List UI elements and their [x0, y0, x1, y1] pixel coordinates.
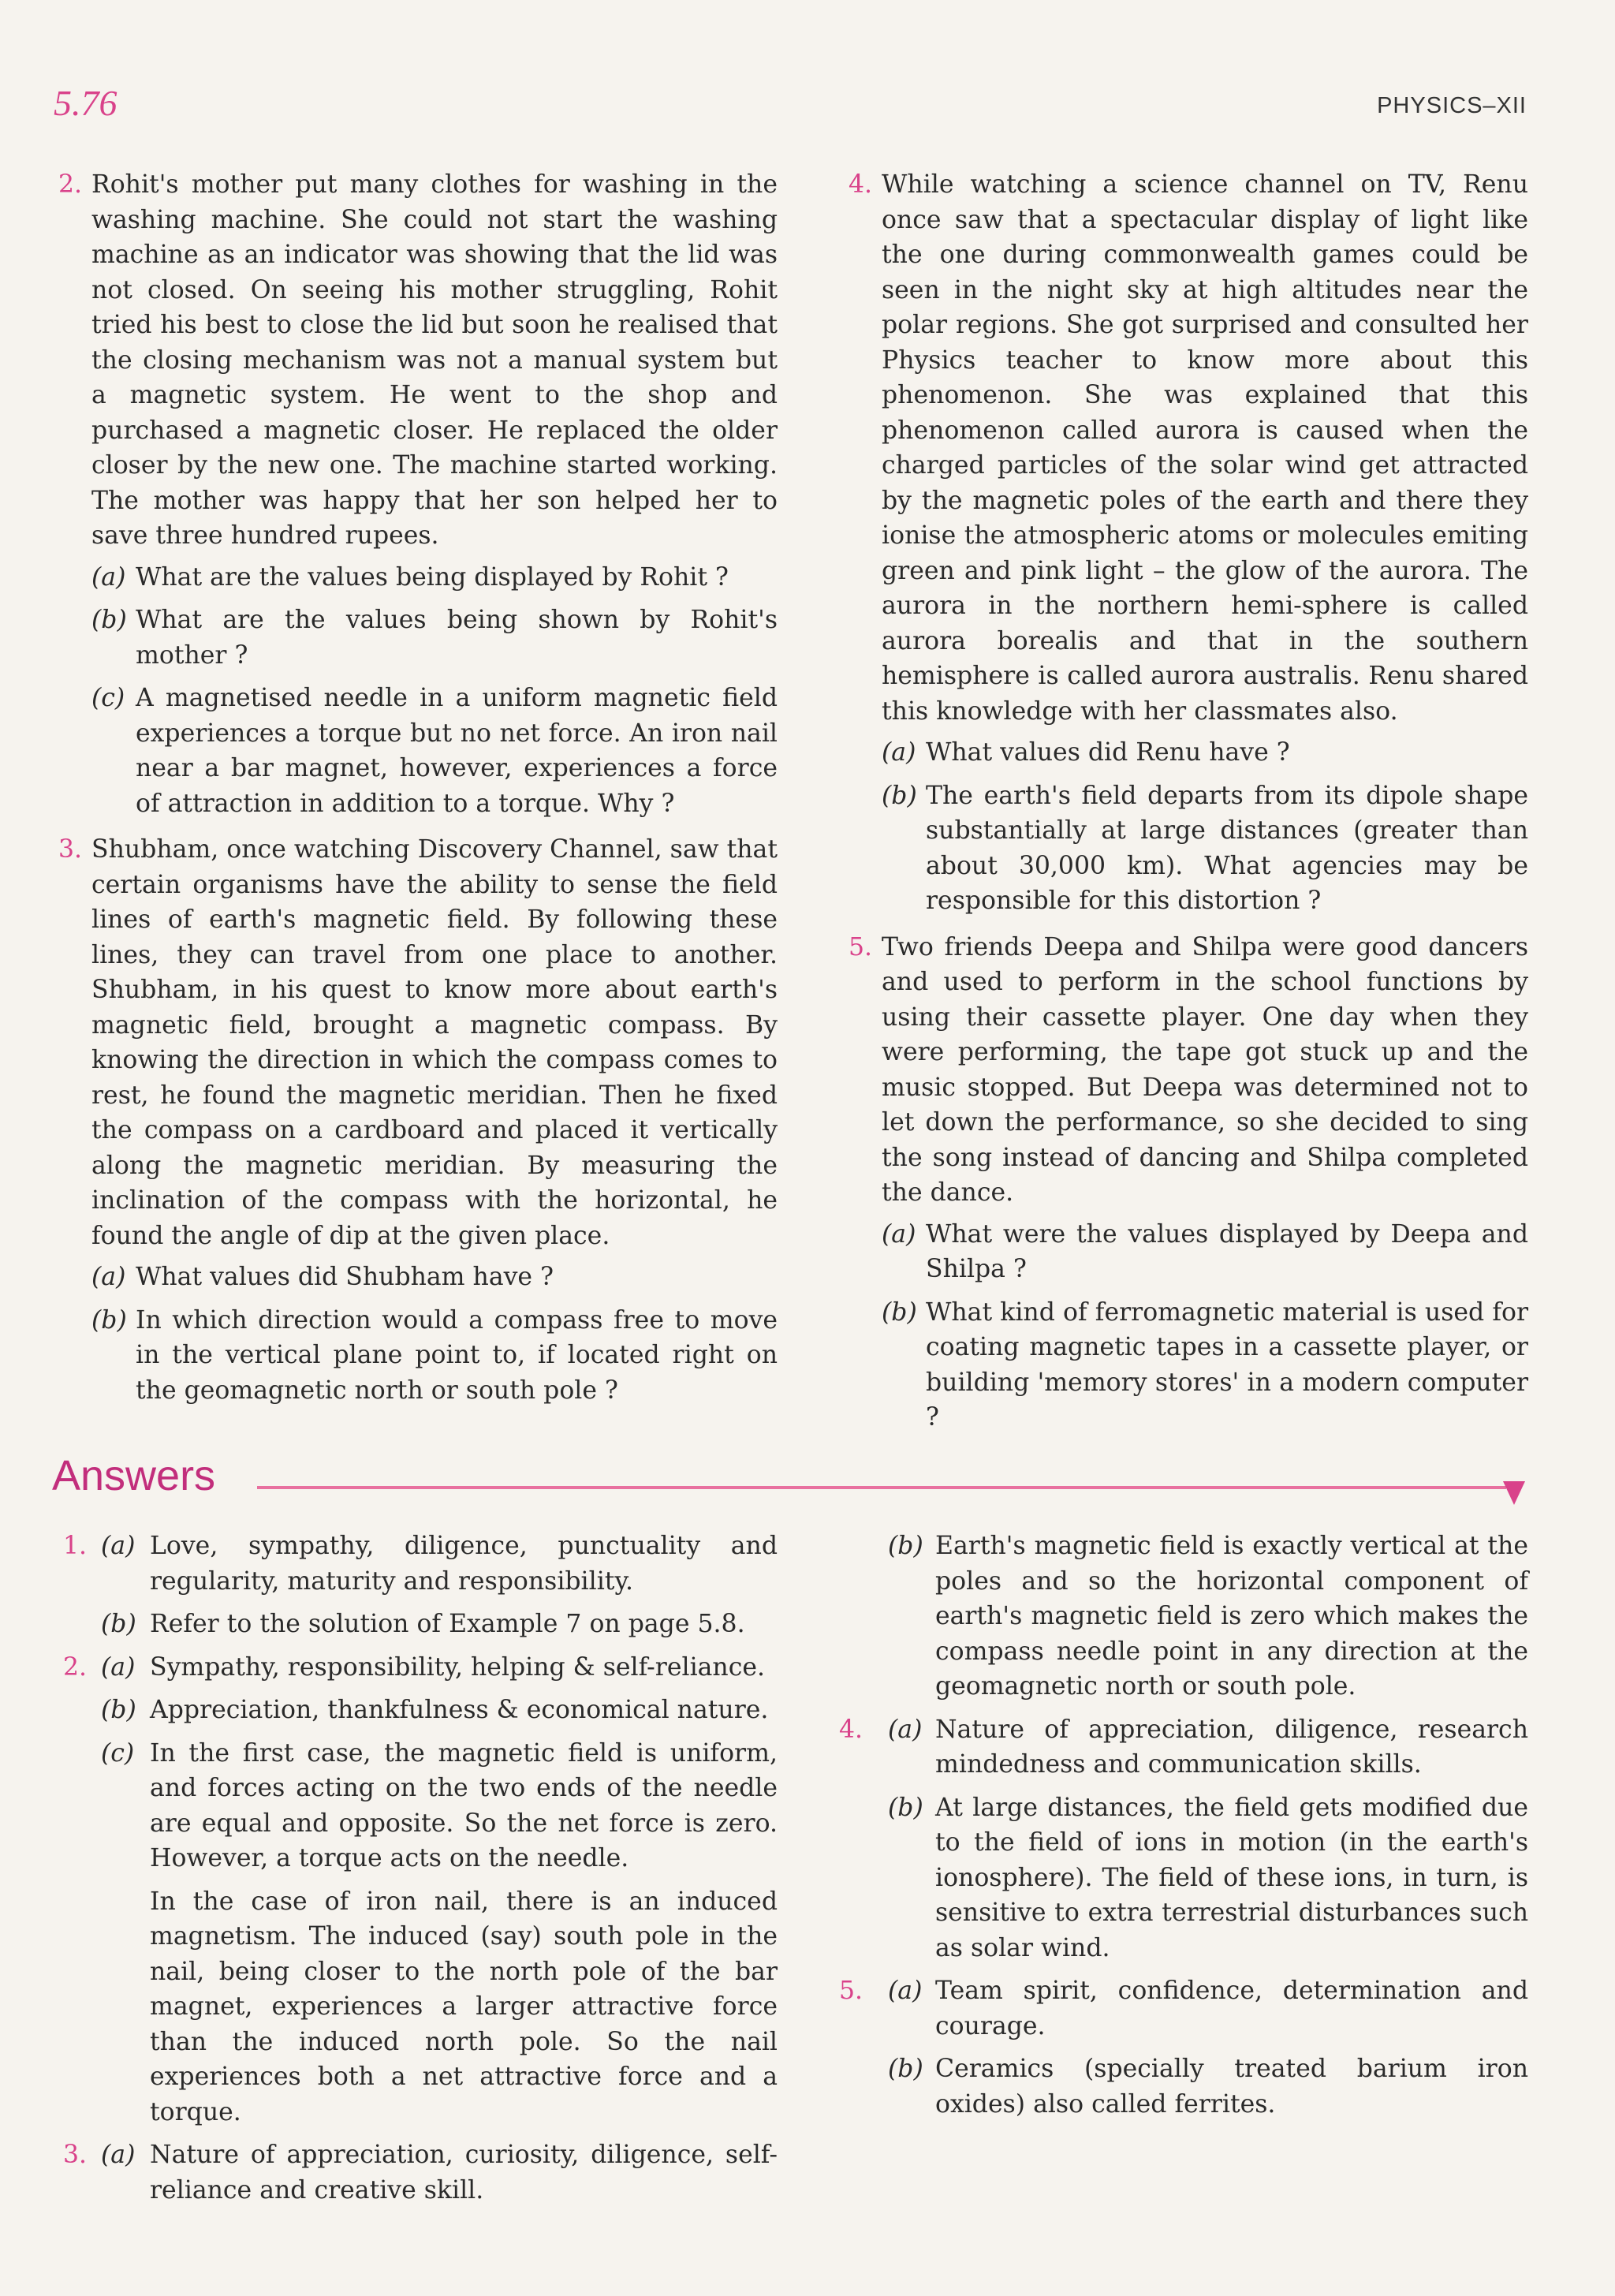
sub-question: [91, 1260, 778, 1295]
answer-2c-continued: In the case of iron nail, there is an induced magnetism. The induced (say) south pole in the nail, being closer to the north pole of the bar magnet, experiences a larger attractive force than the induced north pole. So the nail experiences both a net attractive force and a torque.: [150, 1887, 778, 2126]
sub-text: What values did Renu have ?: [926, 738, 1290, 767]
sub-question: [91, 603, 778, 673]
sub-question: [882, 1295, 1528, 1435]
question-4: [849, 167, 1528, 919]
answer-label: (b): [101, 1696, 136, 1724]
sub-text: What were the values displayed by Deepa and Shilpa ?: [926, 1219, 1528, 1283]
answers-left-column: [63, 1529, 778, 2216]
question-3: [58, 832, 778, 1408]
answer-1a: [63, 1529, 778, 1599]
answer-5a: [839, 1973, 1528, 2044]
answer-label: (b): [101, 1610, 136, 1638]
answer-label: (b): [888, 2055, 923, 2083]
answers-rule: [257, 1486, 1506, 1489]
sub-question: [91, 1303, 778, 1409]
answer-label: (a): [101, 1652, 136, 1682]
question-5: [849, 930, 1528, 1435]
sub-question: [882, 778, 1528, 919]
sub-question: [882, 735, 1528, 771]
question-text: While watching a science channel on TV, Renu once saw that a spectacular display of light like the one during commonwealth games could be seen in the night sky at high altitudes near the polar regions. She got surprised and consulted her Physics teacher to know more about this phenomenon. She was explained that this phenomenon called aurora is caused when the charged particles of the solar wind get attracted by the magnetic poles of the earth and there they ionise the atmospheric atoms or molecules emiting green and pink light – the glow of the aurora. The aurora in the northern hemi-sphere is called aurora borealis and that in the southern hemisphere is called aurora australis. Renu shared this knowledge with her classmates also.: [882, 170, 1528, 726]
running-head: PHYSICS–XII: [1377, 93, 1527, 118]
sub-label: (a): [882, 1219, 916, 1249]
answer-number: 5.: [839, 1977, 863, 2005]
answer-2a: [63, 1650, 778, 1686]
sub-text: What are the values being displayed by Rohit ?: [136, 562, 729, 592]
sub-text: What are the values being shown by Rohit's mother ?: [136, 606, 778, 670]
sub-label: (c): [91, 684, 125, 712]
answer-3b: [888, 1529, 1528, 1704]
answer-text: Ceramics (specially treated barium iron oxides) also called ferrites.: [935, 2055, 1528, 2119]
answer-2c: [63, 1736, 778, 1876]
answer-text: Earth's magnetic field is exactly vertical at the poles and so the horizontal component of earth's magnetic field is zero which makes the compass needle point in any direction at the geomagnetic north or south pole.: [935, 1532, 1528, 1701]
answer-label: (c): [101, 1738, 135, 1768]
question-number: 3.: [58, 835, 83, 864]
sub-label: (a): [91, 562, 126, 592]
answer-number: 2.: [63, 1652, 88, 1682]
answer-text: Sympathy, responsibility, helping & self-reliance.: [150, 1652, 766, 1682]
answer-4b: [888, 1790, 1528, 1966]
triangle-down-icon: [1503, 1481, 1525, 1505]
sub-label: (b): [882, 1297, 917, 1327]
answer-3a: [63, 2137, 778, 2208]
sub-question: [91, 560, 778, 595]
sub-label: (b): [882, 781, 917, 810]
question-2: [58, 167, 778, 821]
sub-label: (b): [91, 606, 127, 634]
sub-question: [882, 1217, 1528, 1287]
answer-1b: [63, 1607, 778, 1642]
sub-label: (a): [882, 738, 916, 767]
sub-label: (b): [91, 1305, 127, 1335]
answer-text: Appreciation, thankfulness & economical nature.: [150, 1696, 769, 1724]
answers-heading: Answers: [52, 1452, 216, 1499]
answer-5b: [888, 2051, 1528, 2122]
answer-number: 1.: [63, 1532, 88, 1560]
answer-text: Nature of appreciation, curiosity, diligence, self-reliance and creative skill.: [150, 2141, 778, 2205]
sub-text: The earth's field departs from its dipole shape substantially at large distances (greater than about 30,000 km). What agencies may be responsible for this distortion ?: [926, 781, 1528, 915]
answers-right-column: [839, 1529, 1528, 2130]
question-text: Rohit's mother put many clothes for washing in the washing machine. She could not start the washing machine as an indicator was showing that the lid was not closed. On seeing his mother struggling, Rohit tried his best to close the lid but soon he realised that the closing mechanism was not a manual system but a magnetic system. He went to the shop and purchased a magnetic closer. He replaced the older closer by the new one. The machine started working. The mother was happy that her son helped her to save three hundred rupees.: [91, 170, 778, 550]
answer-label: (a): [101, 1532, 136, 1560]
sub-text: In which direction would a compass free to move in the vertical plane point to, if located right on the geomagnetic north or south pole ?: [136, 1305, 778, 1405]
answer-label: (a): [101, 2141, 136, 2169]
answer-label: (a): [888, 1715, 923, 1744]
answer-number: 3.: [63, 2141, 88, 2169]
sub-text: A magnetised needle in a uniform magnetic field experiences a torque but no net force. An iron nail near a bar magnet, however, experiences a force of attraction in addition to a torque. Why ?: [136, 684, 778, 818]
question-number: 5.: [849, 932, 873, 961]
answer-text: Refer to the solution of Example 7 on page 5.8.: [150, 1610, 745, 1638]
answer-label: (a): [888, 1977, 923, 2005]
answer-text: Nature of appreciation, diligence, research mindedness and communication skills.: [935, 1715, 1528, 1779]
answer-4a: [839, 1712, 1528, 1783]
answer-2b: [63, 1693, 778, 1728]
sub-text: What kind of ferromagnetic material is used for coating magnetic tapes in a cassette player, or building 'memory stores' in a modern computer ?: [926, 1297, 1528, 1432]
answer-label: (b): [888, 1793, 923, 1822]
page-number: 5.76: [54, 83, 117, 123]
questions-right-column: [849, 167, 1528, 1443]
answer-text: Love, sympathy, diligence, punctuality and regularity, maturity and responsibility.: [150, 1532, 778, 1596]
sub-text: What values did Shubham have ?: [136, 1263, 554, 1291]
sub-label: (a): [91, 1263, 126, 1291]
answer-text: Team spirit, confidence, determination and courage.: [935, 1977, 1528, 2040]
answer-number: 4.: [839, 1715, 863, 1744]
sub-question: [91, 681, 778, 821]
question-number: 2.: [58, 170, 83, 199]
questions-left-column: [58, 167, 778, 1416]
answer-text: In the first case, the magnetic field is uniform, and forces acting on the two ends of the needle are equal and opposite. So the net force is zero. However, a torque acts on the needle.: [150, 1738, 778, 1872]
answer-label: (b): [888, 1532, 923, 1560]
question-text: Shubham, once watching Discovery Channel, saw that certain organisms have the ability to sense the field lines of earth's magnetic field. By following these lines, they can travel from one place to another. Shubham, in his quest to know more about earth's magnetic field, brought a magnetic compass. By knowing the direction in which the compass comes to rest, he found the magnetic meridian. Then he fixed the compass on a cardboard and placed it vertically along the magnetic meridian. By measuring the inclination of the compass with the horizontal, he found the angle of dip at the given place.: [91, 835, 778, 1250]
question-text: Two friends Deepa and Shilpa were good dancers and used to perform in the school functions by using their cassette player. One day when they were performing, the tape got stuck up and the music stopped. But Deepa was determined not to let down the performance, so she decided to sing the song instead of dancing and Shilpa completed the dance.: [882, 932, 1528, 1207]
answer-text: At large distances, the field gets modified due to the field of ions in motion (in the earth's ionosphere). The field of these ions, in turn, is sensitive to extra terrestrial disturbances such as solar wind.: [935, 1793, 1528, 1962]
question-number: 4.: [849, 170, 873, 199]
